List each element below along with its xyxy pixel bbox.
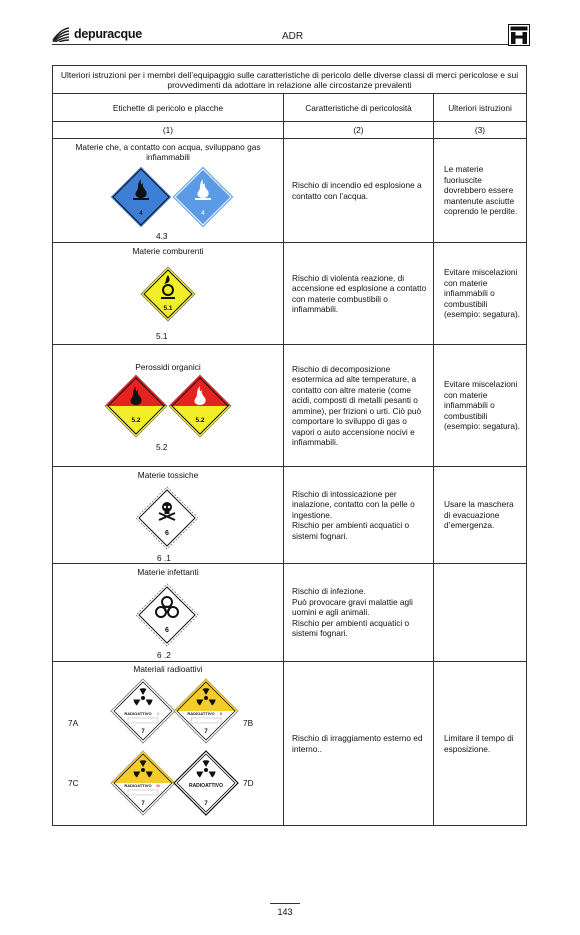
row-title: Materiali radioattivi (133, 664, 203, 674)
hazard-description: Rischio di incendio ed esplosione a contatto con l’acqua. (292, 180, 422, 201)
svg-text:7: 7 (141, 801, 145, 807)
header-rule (52, 44, 512, 45)
row-title: Perossidi organici (135, 362, 201, 372)
hazard-label-5-1-icon (140, 266, 196, 322)
radioactive-label-7b-icon (173, 678, 239, 744)
column-number: (3) (474, 124, 486, 135)
column-header: Ulteriori istruzioni (448, 102, 512, 113)
brand-logo (52, 25, 142, 43)
svg-text:7: 7 (204, 801, 208, 807)
label-7c: 7C (68, 778, 79, 788)
svg-text:I: I (157, 711, 159, 716)
hazard-table (52, 65, 527, 826)
brand-name: depuracque (74, 27, 142, 41)
hazard-description: Rischio di irraggiamento esterno ed interno.. (292, 733, 423, 754)
row-title: Materie che, a contatto con acqua, sviluppano gas infiammabili (75, 142, 261, 162)
further-instructions: Limitare il tempo di esposizione. (444, 733, 514, 754)
hazard-description: Rischio di infezione. Può provocare gravi malattie agli uomini e agli animali. Rischio per ambienti acquatici o sistemi fognari. (292, 586, 413, 639)
header-title: ADR (282, 31, 304, 42)
svg-text:II: II (219, 711, 223, 716)
hazard-class: 6 .1 (157, 553, 171, 563)
hazard-label-5-2-white-icon (168, 374, 232, 438)
hazard-label-5-2-black-icon (104, 374, 168, 438)
label-number: 4 (139, 210, 143, 217)
svg-text:III: III (156, 783, 160, 788)
hazard-label-4-3-white-icon (171, 165, 235, 229)
column-number: (1) (162, 124, 174, 135)
svg-text:RADIOATTIVO: RADIOATTIVO (124, 783, 152, 788)
further-instructions (434, 564, 526, 661)
radioactive-label-7c-icon (110, 750, 176, 816)
column-header: Caratteristiche di pericolosità (305, 102, 412, 113)
further-instructions: Evitare miscelazioni con materie infiammabili o combustibili (esempio: segatura). (444, 379, 521, 432)
svg-text:5.1: 5.1 (163, 305, 173, 312)
column-number: (2) (353, 124, 364, 135)
hazard-label-4-3-black-icon (109, 165, 173, 229)
svg-text:5.2: 5.2 (131, 417, 141, 424)
label-7a: 7A (68, 718, 79, 728)
row-title: Materie comburenti (132, 246, 204, 256)
svg-text:6: 6 (165, 530, 169, 537)
radioactive-label-7a-icon (110, 678, 176, 744)
hazard-label-6-1-icon (135, 486, 199, 550)
hazard-class: 6 .2 (157, 650, 171, 660)
row-title: Materie tossiche (137, 470, 199, 480)
page-number: 143 (277, 907, 293, 917)
page-header (52, 22, 530, 46)
header-emblem-icon (508, 24, 530, 46)
hazard-class: 5.1 (156, 331, 168, 341)
brand-logo-icon (52, 26, 70, 42)
label-7d: 7D (243, 778, 254, 788)
svg-text:RADIOATTIVO: RADIOATTIVO (124, 711, 152, 716)
hazard-class: 5.2 (156, 442, 168, 452)
svg-text:RADIOATTIVO: RADIOATTIVO (187, 711, 215, 716)
further-instructions: Evitare miscelazioni con materie infiammabili o combustibili (esempio: segatura). (444, 267, 521, 320)
column-header: Etichette di pericolo e placche (112, 102, 224, 113)
row-title: Materie infettanti (137, 567, 199, 577)
svg-text:5.2: 5.2 (195, 417, 205, 424)
hazard-description: Rischio di decomposizione esotermica ad alte temperature, a contatto con altre materie (come acidi, composti di metalli pesanti o ammine), per frizioni o urti. Ciò può comportare lo sviluppo di gas o vapori o auto accensione nocivi e infiammabili. (292, 363, 422, 447)
radioactive-label-7d-icon (173, 750, 239, 816)
svg-text:6: 6 (165, 627, 169, 634)
further-instructions: Le materie fuoriuscite dovrebbero essere mantenute asciutte coprendo le perdite. (444, 164, 518, 217)
label-number: 4 (201, 210, 205, 217)
svg-text:7: 7 (141, 729, 145, 735)
svg-text:RADIOATTIVO: RADIOATTIVO (188, 783, 224, 789)
further-instructions: Usare la maschera di evacuazione d’emergenza. (444, 499, 514, 531)
table-intro: Ulteriori istruzioni per i membri dell’equipaggio sulle caratteristiche di pericolo delle diverse classi di merci pericolose e sui provvedimenti da adottare in relazione alle circostanze prevalenti (53, 66, 526, 94)
hazard-class: 4.3 (156, 231, 168, 241)
hazard-description: Rischio di violenta reazione, di accensione ed esplosione a contatto con materie combustibili o infiammabili. (292, 272, 427, 314)
hazard-label-6-2-icon (135, 583, 199, 647)
label-7b: 7B (243, 718, 254, 728)
footer-rule (270, 903, 300, 904)
svg-text:7: 7 (204, 729, 208, 735)
hazard-description: Rischio di intossicazione per inalazione, contatto con la pelle o ingestione. Rischio per ambienti acquatici o sistemi fognari. (292, 488, 415, 541)
